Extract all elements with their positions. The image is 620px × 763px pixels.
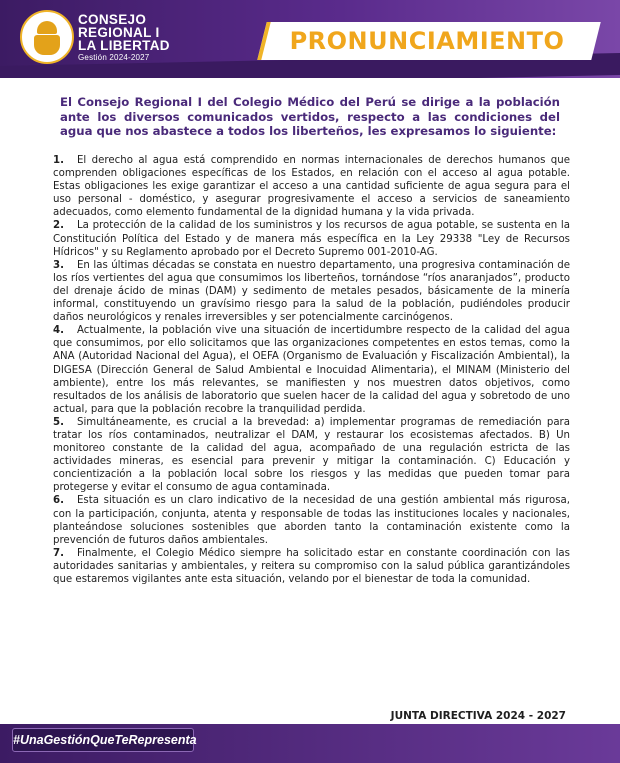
page-title: PRONUNCIAMIENTO xyxy=(289,27,565,55)
org-name xyxy=(78,13,170,63)
point-number: 6. xyxy=(53,495,64,507)
org-line-3: LA LIBERTAD xyxy=(78,38,170,53)
points-list xyxy=(53,154,570,586)
point-item xyxy=(53,154,570,219)
point-text: En las últimas décadas se constata en nuestro departamento, una progresiva contaminación de los ríos vertientes del agua que consumimos los liberteños, tornándose “ríos anaranjados”, producto del drenaje ácido de minas (DAM) y sedimento de metales pesados, básicamente de la minería informal, constituyendo un gravísimo riesgo para la salud de la población, pudiéndoles producir daños neurológicos y renales irreversibles y ser potencialmente carcinógenos. xyxy=(53,259,570,324)
point-number: 5. xyxy=(53,416,64,428)
point-number: 2. xyxy=(53,220,64,232)
doctor-logo-icon xyxy=(20,10,74,64)
point-text: La protección de la calidad de los suministros y los recursos de agua potable, se sustenta en la Constitución Política del Estado y de manera más específica en la Ley 29338 "Ley de Recursos Hídricos" y su Reglamento aprobado por el Decreto Supremo 001-2010-AG. xyxy=(53,220,570,258)
header xyxy=(0,0,620,78)
point-text: El derecho al agua está comprendido en normas internacionales de derechos humanos que comprenden obligaciones específicas de los Estados, en relación con el acceso al agua potable. Estas obligaciones les exige garantizar el acceso a una cantidad suficiente de agua segura para el uso personal - doméstico, y asegurar progresivamente el acceso a servicios de saneamiento adecuados, como elemento fundamental de la dignidad humana y la vida privada. xyxy=(53,155,570,219)
point-text: Simultáneamente, es crucial a la brevedad: a) implementar programas de remediación para tratar los ríos contaminados, neutralizar el DAM, y restaurar los ecosistemas afectados. B) Un monitoreo constante de la calidad del agua, acompañado de una regulación estricta de las actividades mineras, es esencial para prevenir y mitigar la contaminación. C) Educación y concientización a la población local sobre los riesgos y las medidas que pueden tomar para protegerse y evitar el consumo de agua contaminada. xyxy=(53,416,570,494)
point-number: 3. xyxy=(53,259,64,271)
org-period: Gestión 2024-2027 xyxy=(78,53,150,62)
point-item xyxy=(53,219,570,258)
point-text: Esta situación es un claro indicativo de la necesidad de una gestión ambiental más rigurosa, con la participación, conjunta, atenta y responsable de todas las instituciones locales y nacionales, planteándose soluciones sostenibles que aborden tanto la contaminación existente como la prevención de futuros daños ambientales. xyxy=(53,495,570,546)
signature: JUNTA DIRECTIVA 2024 - 2027 xyxy=(390,710,566,722)
intro-paragraph: El Consejo Regional I del Colegio Médico del Perú se dirige a la población ante los diversos comunicados vertidos, respecto a las condiciones del agua que nos abastece a todos los liberteños, les expresamos lo siguiente: xyxy=(60,95,560,138)
point-item xyxy=(53,259,570,324)
point-item xyxy=(53,324,570,416)
point-number: 7. xyxy=(53,547,64,559)
point-number: 4. xyxy=(53,325,64,337)
logo-body-shape xyxy=(34,35,60,55)
point-number: 1. xyxy=(53,155,64,166)
point-item xyxy=(53,416,570,495)
point-item xyxy=(53,547,570,586)
point-item xyxy=(53,494,570,546)
hashtag-badge: #UnaGestiónQueTeRepresenta xyxy=(12,728,194,752)
point-text: Actualmente, la población vive una situación de incertidumbre respecto de la calidad del agua que consumimos, por ello solicitamos que las organizaciones competentes en estos temas, como la ANA (Autoridad Nacional del Agua), el OEFA (Organismo de Evaluación y Fiscalización Ambiental), la DIGESA (Dirección General de Salud Ambiental e Inocuidad Alimentaria), el MINAM (Ministerio del ambiente), entre los más relevantes, se manifiesten y nos muestren datos objetivos, como resultados de los análisis de laboratorio que suelen hacer de la calidad del agua y sobretodo de uno actual, para que la población recobre la tranquilidad perdida. xyxy=(53,325,570,415)
logo-head-shape xyxy=(37,21,57,34)
org-line-1: CONSEJO xyxy=(78,12,147,27)
point-text: Finalmente, el Colegio Médico siempre ha solicitado estar en constante coordinación con las autoridades sanitarias y ambientales, y reitera su compromiso con la salud pública garantizándoles que estaremos vigilantes ante esta situación, velando por el bienestar de toda la comunidad. xyxy=(53,547,570,585)
org-line-2: REGIONAL I xyxy=(78,25,160,40)
footer xyxy=(0,724,620,763)
